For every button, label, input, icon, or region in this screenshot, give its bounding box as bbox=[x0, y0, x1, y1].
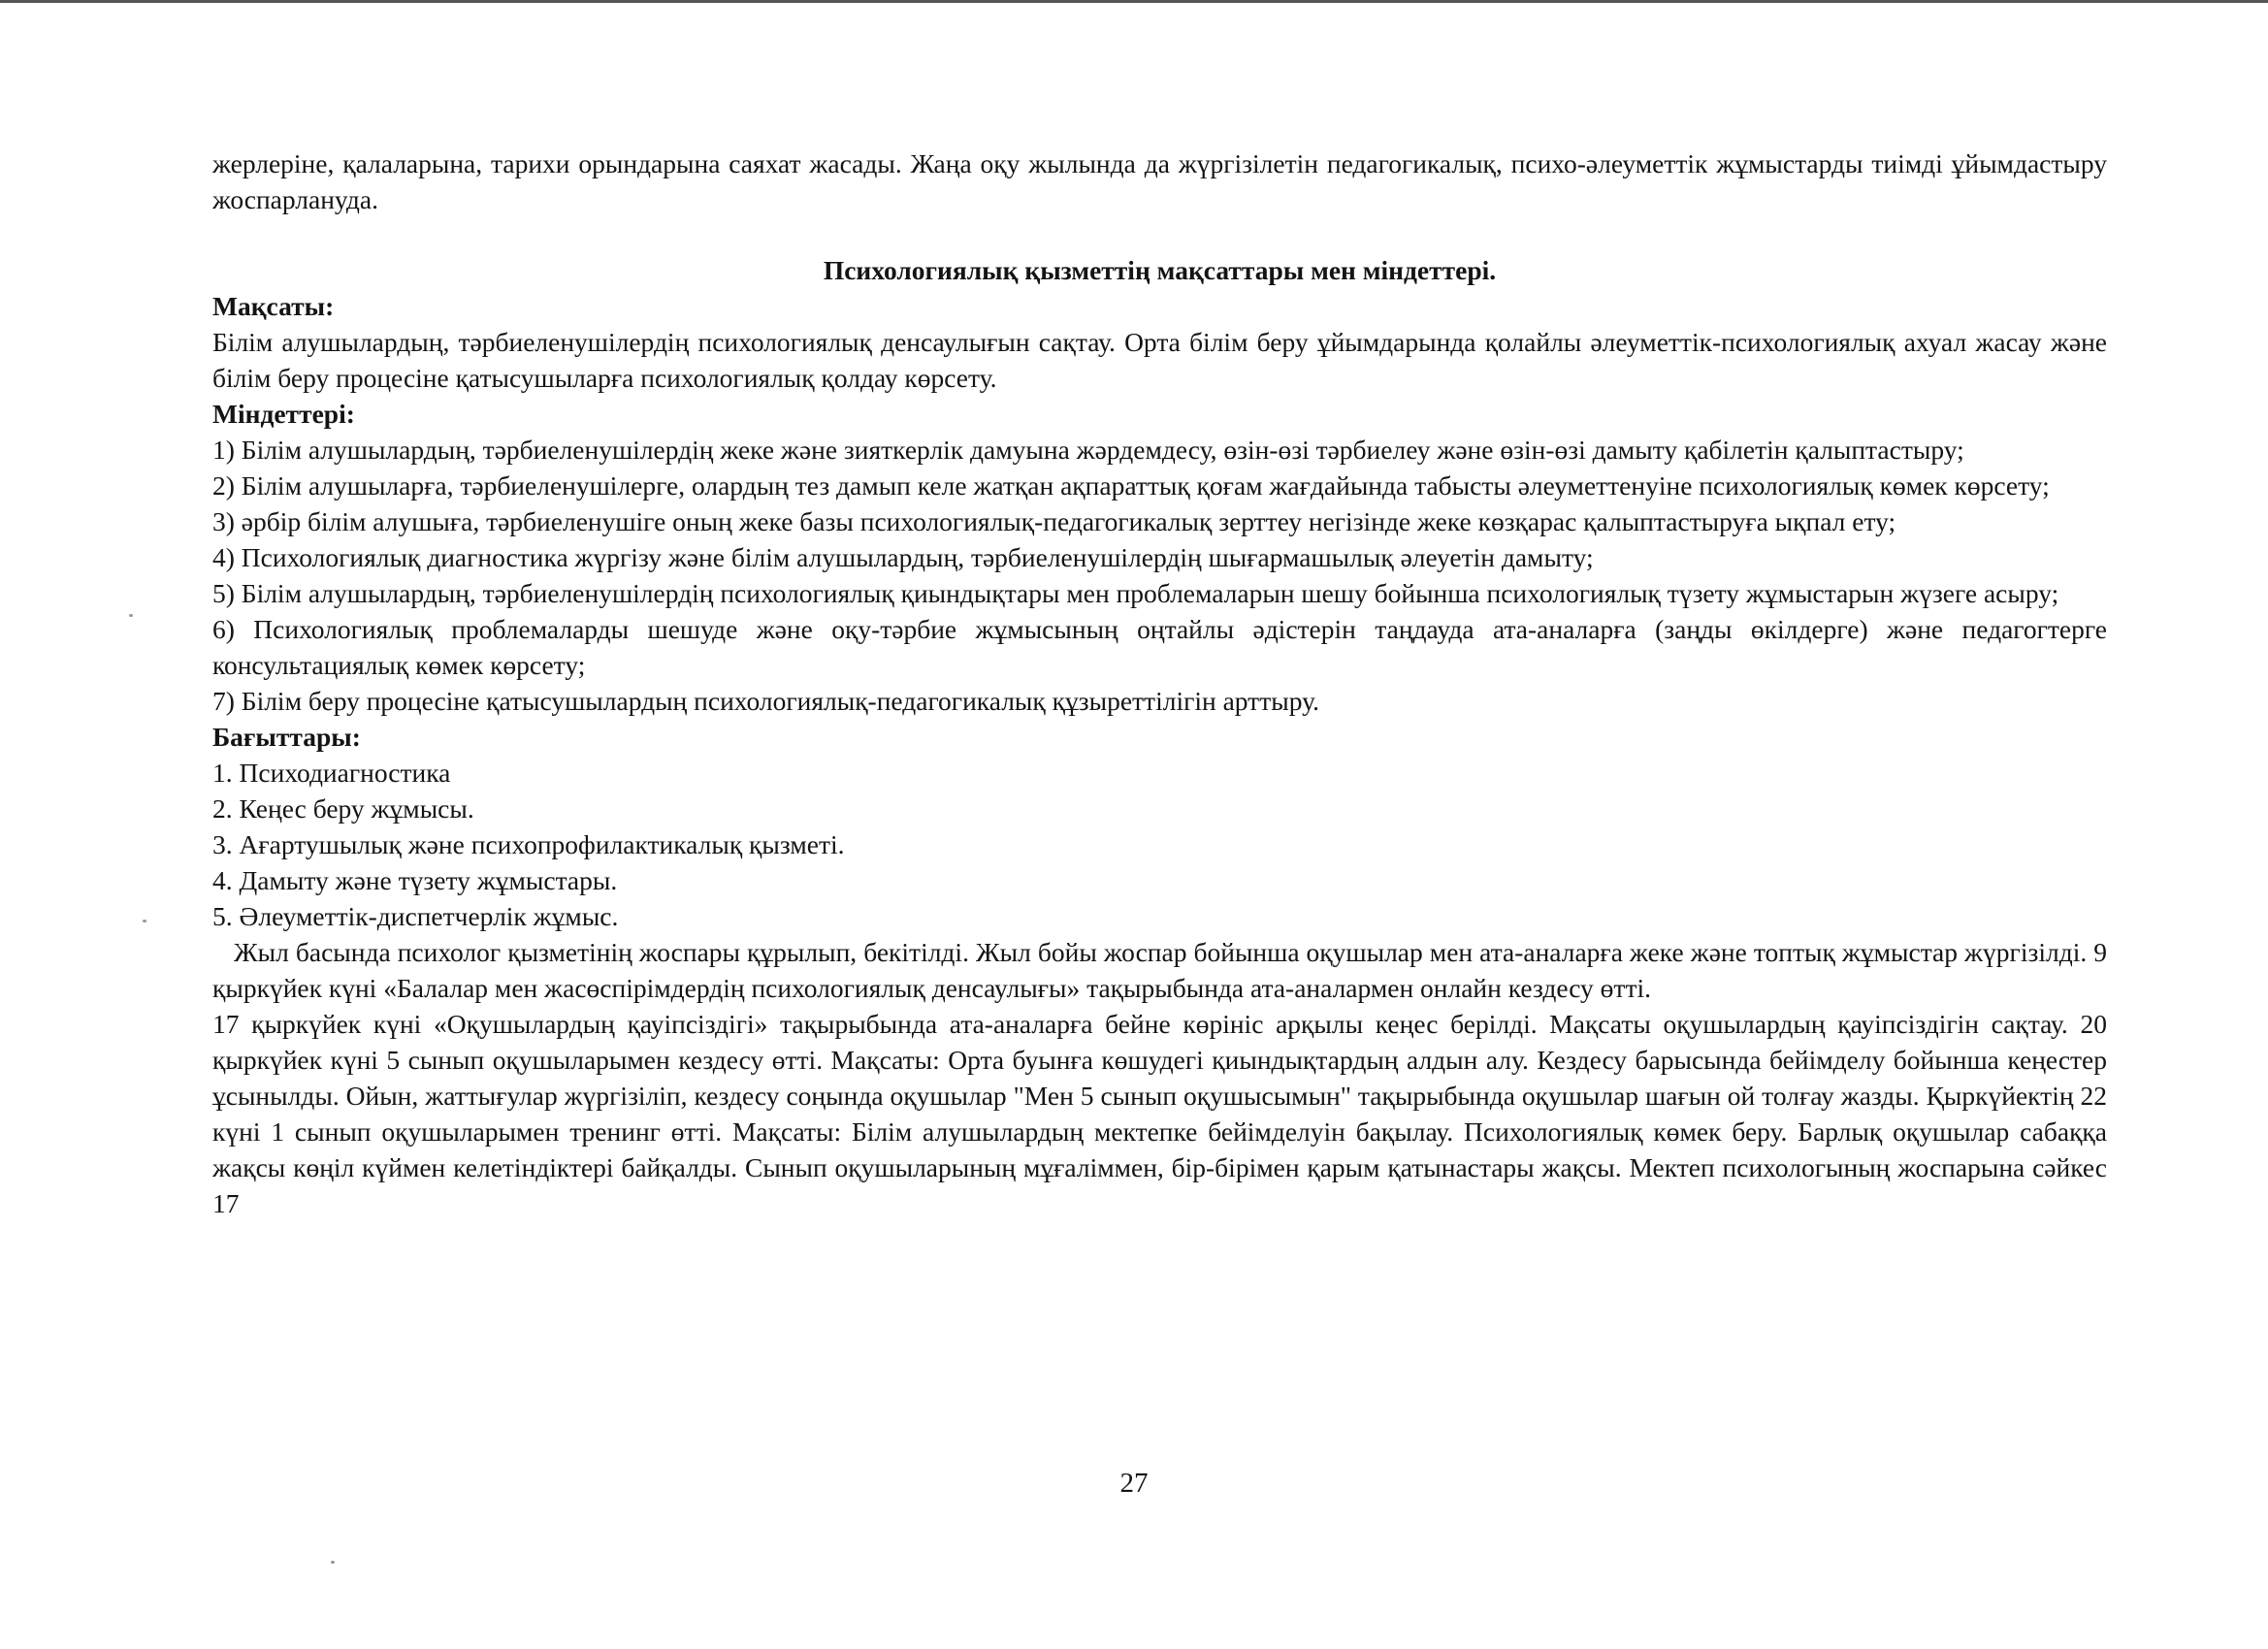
goal-heading: Мақсаты: bbox=[212, 291, 335, 321]
task-item: 6) Психологиялық проблемаларды шешуде және оқу-тәрбие жұмысының оңтайлы әдістерін таңдауда ата-аналарға (заңды өкілдерге) және педагогтерге консультациялық көмек көрсету; bbox=[212, 614, 2107, 680]
direction-item: 2. Кеңес беру жұмысы. bbox=[212, 793, 474, 824]
scan-top-edge bbox=[0, 0, 2268, 3]
direction-item: 1. Психодиагностика bbox=[212, 758, 451, 788]
intro-paragraph: жерлеріне, қалаларына, тарихи орындарына саяхат жасады. Жаңа оқу жылында да жүргізілетін педагогикалық, психо-әлеуметтік жұмыстарды тиімді ұйымдастыру жоспарлануда. bbox=[212, 148, 2107, 214]
directions-heading: Бағыттары: bbox=[212, 722, 361, 752]
task-item: 3) әрбір білім алушыға, тәрбиеленушіге оның жеке базы психологиялық-педагогикалық зерттеу негізінде жеке көзқарас қалыптастыруға ықпал ету; bbox=[212, 506, 1896, 536]
directions-list bbox=[212, 755, 2107, 934]
direction-item: 3. Ағартушылық және психопрофилактикалық қызметі. bbox=[212, 829, 845, 859]
document-page bbox=[212, 146, 2107, 1221]
tasks-heading: Міндеттері: bbox=[212, 399, 355, 429]
task-item: 2) Білім алушыларға, тәрбиеленушілерге, олардың тез дамып келе жатқан ақпараттық қоғам жағдайында табысты әлеуметтенуіне психологиялық көмек көрсету; bbox=[212, 470, 2050, 501]
page-number: 27 bbox=[1119, 1468, 1149, 1499]
report-paragraph: Жыл басында психолог қызметінің жоспары құрылып, бекітілді. Жыл бойы жоспар бойынша оқушылар мен ата-аналарға жеке және топтық жұмыстар жүргізілді. 9 қыркүйек күні «Балалар мен жасөспірімдердің психологиялық денсаулығы» тақырыбында ата-аналармен онлайн кездесу өтті. bbox=[212, 937, 2107, 1003]
scan-speck bbox=[143, 920, 146, 922]
report-paragraph: 17 қыркүйек күні «Оқушылардың қауіпсіздігі» тақырыбында ата-аналарға бейне көрініс арқылы кеңес берілді. Мақсаты оқушылардың қауіпсіздігін сақтау. 20 қыркүйек күні 5 сынып оқушыларымен кездесу өтті. Мақсаты: Орта буынға көшудегі қиындықтардың алдын алу. Кездесу барысында бейімделу бойынша кеңестер ұсынылды. Ойын, жаттығулар жүргізіліп, кездесу соңында оқушылар "Мен 5 сынып оқушысымын" тақырыбында оқушылар шағын ой толғау жазды. Қыркүйектің 22 күні 1 сынып оқушыларымен тренинг өтті. Мақсаты: Білім алушылардың мектепке бейімделуін бақылау. Психологиялық көмек беру. Барлық оқушылар сабаққа жақсы көңіл күймен келетіндіктері байқалды. Сынып оқушыларының мұғаліммен, бір-бірімен қарым қатынастары жақсы. Мектеп психологының жоспарына сәйкес 17 bbox=[212, 1009, 2107, 1218]
task-item: 4) Психологиялық диагностика жүргізу және білім алушылардың, тәрбиеленушілердің шығармашылық әлеуетін дамыту; bbox=[212, 542, 1594, 572]
scan-speck bbox=[129, 614, 133, 617]
tasks-list bbox=[212, 432, 2107, 719]
direction-item: 5. Әлеуметтік-диспетчерлік жұмыс. bbox=[212, 901, 619, 931]
task-item: 5) Білім алушылардың, тәрбиеленушілердің психологиялық қиындықтары мен проблемаларын шешу бойынша психологиялық түзету жұмыстарын жүзеге асыру; bbox=[212, 578, 2059, 608]
section-title: Психологиялық қызметтің мақсаттары мен міндеттері. bbox=[823, 255, 1497, 285]
goal-paragraph: Білім алушылардың, тәрбиеленушілердің психологиялық денсаулығын сақтау. Орта білім беру ұйымдарында қолайлы әлеуметтік-психологиялық ахуал жасау және білім беру процесіне қатысушыларға психологиялық қолдау көрсету. bbox=[212, 327, 2107, 393]
direction-item: 4. Дамыту және түзету жұмыстары. bbox=[212, 865, 618, 895]
task-item: 7) Білім беру процесіне қатысушылардың психологиялық-педагогикалық құзыреттілігін арттыру. bbox=[212, 686, 1319, 716]
scan-speck bbox=[331, 1561, 335, 1564]
task-item: 1) Білім алушылардың, тәрбиеленушілердің жеке және зияткерлік дамуына жәрдемдесу, өзін-өзі тәрбиелеу және өзін-өзі дамыту қабілетін қалыптастыру; bbox=[212, 435, 1964, 465]
